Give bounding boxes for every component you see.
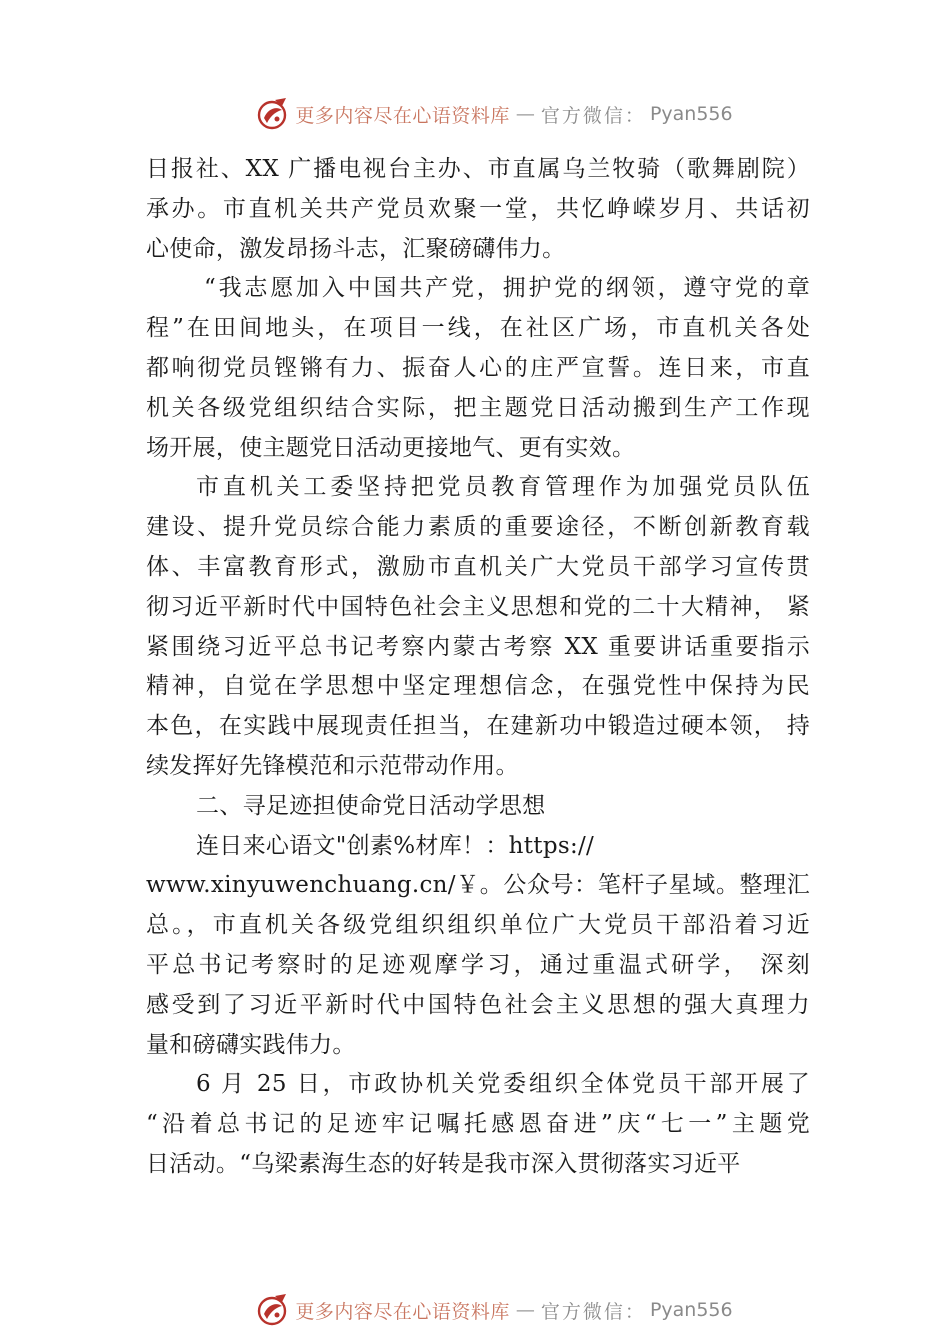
body-line-20: 总。，市直机关各级党组织组织单位广大党员干部沿着习近 [146, 912, 810, 939]
body-line-15: 本色，在实践中展现责任担当，在建新功中锻造过硬本领， 持 [146, 713, 810, 740]
body-line-24: 6 月 25 日，市政协机关党委组织全体党员干部开展了 [196, 1071, 810, 1098]
body-line-1: 日报社、XX 广播电视台主办、市直属乌兰牧骑（歌舞剧院） [146, 156, 810, 182]
header-brand-text: 更多内容尽在心语资料库 [295, 104, 510, 127]
body-line-14: 精神，自觉在学思想中坚定理想信念，在强党性中保持为民 [146, 673, 810, 700]
footer-brand-text: 更多内容尽在心语资料库 [295, 1300, 510, 1323]
body-line-13: 紧围绕习近平总书记考察内蒙古考察 XX 重要讲话重要指示 [146, 633, 810, 660]
header-wechat-label: 官方微信： [540, 104, 646, 127]
footer-banner [0, 1290, 950, 1330]
body-line-26: 日活动。“乌梁素海生态的好转是我市深入贯彻落实习近平 [146, 1150, 741, 1177]
body-line-7: 机关各级党组织结合实际，把主题党日活动搬到生产工作现 [146, 394, 810, 421]
brand-logo-icon [255, 96, 291, 132]
footer-wechat-handle: Pyan556 [649, 1299, 733, 1321]
section-heading: 二、寻足迹担使命党日活动学思想 [196, 792, 546, 819]
header-separator: — [515, 103, 535, 125]
document-body [146, 150, 810, 1185]
body-line-10: 建设、提升党员综合能力素质的重要途径，不断创新教育载 [146, 514, 810, 541]
body-line-22: 感受到了习近平新时代中国特色社会主义思想的强大真理力 [146, 991, 810, 1018]
body-line-11: 体、丰富教育形式，激励市直机关广大党员干部学习宣传贯 [146, 553, 810, 580]
body-line-4: “我志愿加入中国共产党，拥护党的纲领，遵守党的章 [204, 275, 810, 302]
body-line-18: 连日来心语文"创素%材库！：https:// [196, 832, 595, 859]
body-line-3: 心使命，激发昂扬斗志，汇聚磅礴伟力。 [146, 235, 566, 262]
header-banner [0, 94, 950, 134]
body-line-23: 量和磅礴实践伟力。 [146, 1031, 356, 1058]
header-wechat-handle: Pyan556 [649, 103, 733, 125]
body-line-5: 程”在田间地头，在项目一线，在社区广场，市直机关各处 [146, 315, 810, 342]
footer-separator: — [515, 1299, 535, 1321]
body-line-8: 场开展，使主题党日活动更接地气、更有实效。 [146, 434, 636, 461]
body-line-16: 续发挥好先锋模范和示范带动作用。 [146, 752, 519, 779]
body-line-25: “沿着总书记的足迹牢记嘱托感恩奋进”庆“七一”主题党 [146, 1111, 810, 1138]
body-line-9: 市直机关工委坚持把党员教育管理作为加强党员队伍 [196, 474, 810, 501]
body-line-2: 承办。市直机关共产党员欢聚一堂，共忆峥嵘岁月、共话初 [146, 195, 810, 222]
body-line-21: 平总书记考察时的足迹观摩学习，通过重温式研学， 深刻 [146, 951, 810, 978]
body-line-6: 都响彻党员铿锵有力、振奋人心的庄严宣誓。连日来，市直 [146, 354, 810, 381]
footer-wechat-label: 官方微信： [540, 1300, 646, 1323]
brand-logo-icon [255, 1292, 291, 1328]
body-line-12: 彻习近平新时代中国特色社会主义思想和党的二十大精神， 紧 [146, 593, 810, 620]
body-line-19: www.xinyuwenchuang.cn/￥。公众号：笔杆子星域。整理汇 [146, 872, 810, 899]
